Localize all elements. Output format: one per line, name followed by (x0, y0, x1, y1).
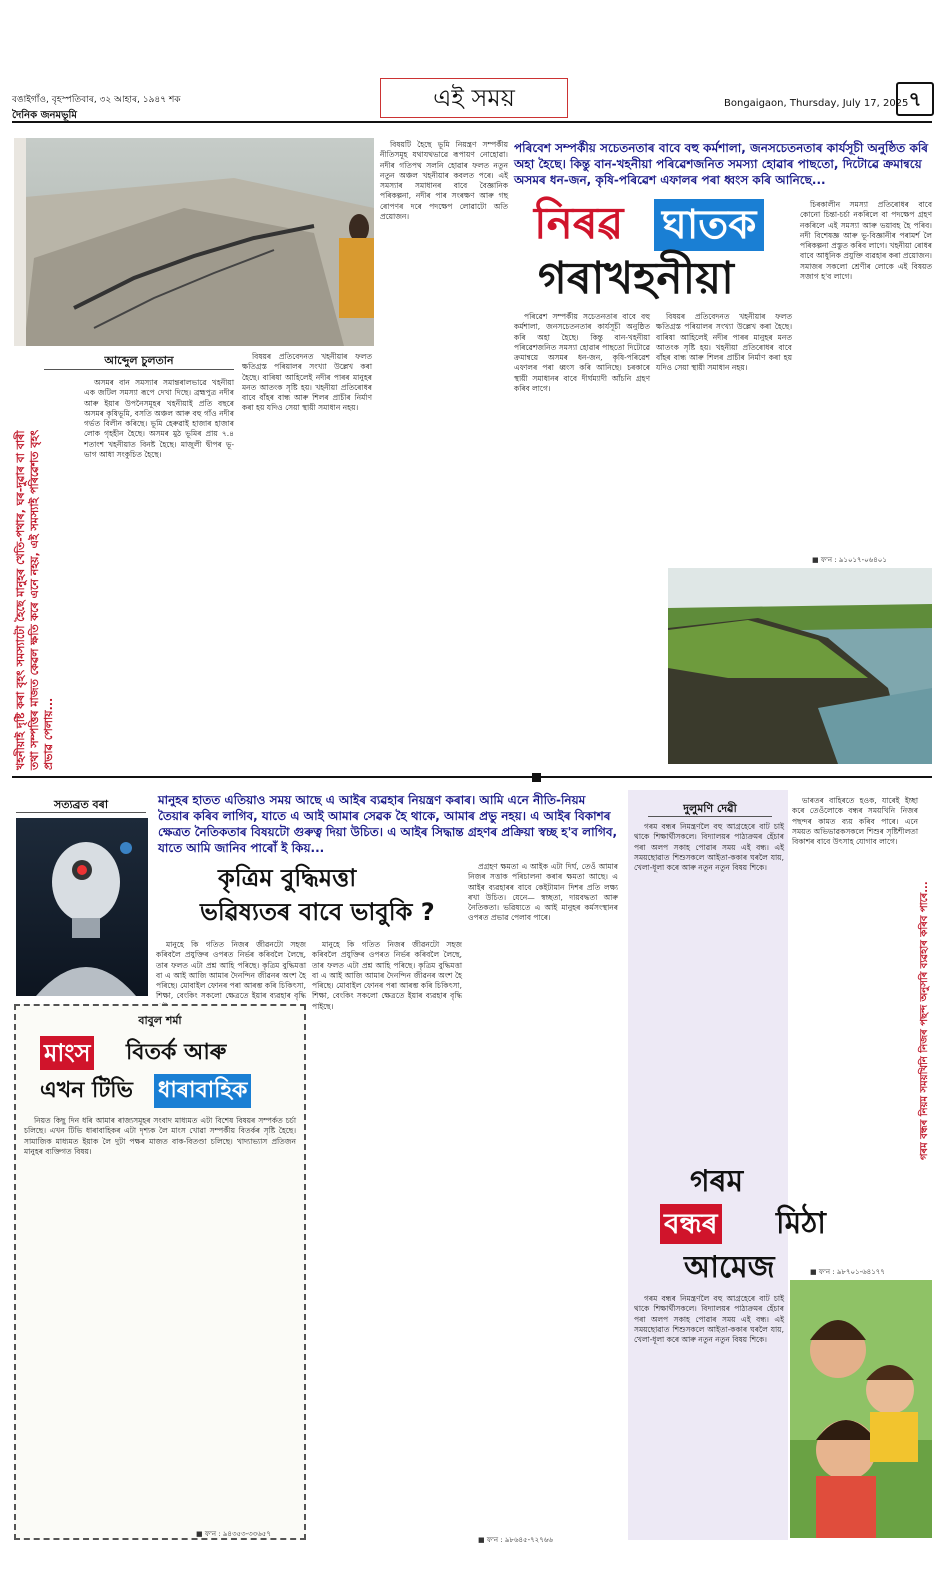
byline-rule (648, 816, 772, 817)
page-number: ৭ (896, 82, 934, 116)
story4-column-a (634, 822, 784, 1160)
story1-column-d (514, 312, 650, 572)
story4-phone: ■ ফ'ন : ৯৮৭০১-৬৪১৭৭ (810, 1268, 885, 1276)
section-rule (12, 776, 932, 778)
masthead-date-english: Bongaigaon, Thursday, July 17, 2025 (724, 98, 909, 109)
story2-lede: মানুহৰ হাতত এতিয়াও সময় আছে এ আইৰ ব্যৱহাৰ নিয়ন্ত্ৰণ কৰাৰ। আমি এনে নীতি-নিয়ম তৈয়াৰ কৰিব লাগিব, যাতে এ আই আমাৰ সেৱক হৈ থাকে, আমাৰ প্ৰভু নহয়। এ আইৰ বিকাশৰ ক্ষেত্ৰত নৈতিকতাৰ বিষয়টো গুৰুত্ব দিয়া উচিত। এ আইৰ সিদ্ধান্ত গ্ৰহণৰ প্ৰক্ৰিয়া স্বচ্ছ হ'ব লাগিব, যাতে আমি জানিব পাৰোঁ ই কিয়... (158, 793, 618, 855)
story4-paragraph: ভাৰতৰ বাহিৰতে হওক, যাৰেই ইচ্ছা কৰে তেওঁলোকে বন্ধৰ সময়খিনি নিজৰ পছন্দৰ কামত ব্যয় কৰিব পাৰে। এনে সময়ত অভিভাৱকসকলে শিশুৰ সৃষ্টিশীলতা বিকাশৰ বাবে উৎসাহ যোগাব লাগে। (792, 796, 918, 847)
story1-column-e (656, 312, 792, 572)
story1-headline-line2: গৰাখহনীয়া (538, 253, 734, 304)
section-rule-marker (532, 773, 541, 782)
story1-phone: ■ ফ'ন : ৯১০১৭-০৬৪০১ (812, 556, 887, 564)
story4-headline-red: বন্ধৰ (660, 1204, 722, 1244)
story4-column-c (634, 1294, 784, 1538)
story1-column-b (242, 352, 372, 770)
story2-headline-line1: কৃত্ৰিম বুদ্ধিমত্তা (218, 864, 357, 892)
story3-headline-row1 (40, 1036, 286, 1072)
children-photo (790, 1280, 932, 1538)
story2-column-a (312, 940, 462, 1532)
story1-paragraph: বিষয়ৰ প্ৰতিবেদনত খহনীয়াৰ ফলত ক্ষতিগ্ৰস্ত পৰিয়ালৰ সংখ্যা উল্লেখ কৰা হৈছে। বাৰিষা আহিলেই নদীৰ পাৰৰ মানুহৰ মনত আতংক সৃষ্টি হয়। খহনীয়া প্ৰতিৰোধৰ বাবে বাঁহৰ বান্ধ আৰু শিলৰ প্ৰাচীৰ নিৰ্মাণ কৰা হয় যদিও সেয়া স্থায়ী সমাধান নহয়। (242, 352, 372, 413)
byline-rule (44, 369, 234, 370)
story3-headline-row2 (40, 1074, 286, 1110)
story1-headline-row1 (534, 197, 798, 253)
story2-column-intro (156, 940, 306, 1000)
story3-paragraph: নিয়ত কিছু দিন ধৰি আমাৰ ৰাজ্যসমূহৰ সংবাদ মাধ্যমত এটা বিশেষ বিষয়ৰ সম্পৰ্কত চৰ্চা চলিছে। এখন টিভি ধাৰাবাহিকৰ এটা দৃশ্যক লৈ মাংস খোৱা সম্পৰ্কীয় বিতৰ্কৰ সৃষ্টি হৈছে। সামাজিক মাধ্যমত ইয়াক লৈ দুটা পক্ষৰ মাজত বাক-বিতণ্ডা চলিছে। খাদ্যাভ্যাস প্ৰতিজন মানুহৰ ব্যক্তিগত বিষয়। (24, 1116, 296, 1156)
story4-paragraph: গৰম বন্ধৰ নিমন্ত্ৰণলৈ বহু আগ্ৰহেৰে বাট চাই থাকে শিক্ষাৰ্থীসকলে। বিদ্যালয়ৰ পাঠ্যক্ৰমৰ হেঁচাৰ পৰা অলপ সকাহ পোৱাৰ সময় এই বন্ধ। এই সময়ছোৱাত শিশুসকলে আইতা-ককাৰ ঘৰলৈ যায়, খেলা-ধূলা কৰে আৰু নতুন নতুন বিষয় শিকে। (634, 1294, 784, 1345)
story1-column-f (800, 200, 932, 550)
story1-headline-box: ঘাতক (654, 199, 764, 251)
story4-headline-line3: আমেজ (684, 1250, 775, 1285)
story3-byline: বাবুল শৰ্মা (138, 1014, 182, 1027)
story3-headline-pre2: এখন টিভি (40, 1078, 133, 1103)
story3-headline-rest1: বিতৰ্ক আৰু (126, 1040, 227, 1065)
story2-paragraph: মানুহে কি গতিত নিজৰ জীৱনটো সহজ কৰিবলৈ প্ৰযুক্তিৰ ওপৰত নিৰ্ভৰ কৰিবলৈ লৈছে, তাৰ ফলত এটা প্ৰশ্ন আহি পৰিছে। কৃত্ৰিম বুদ্ধিমত্তা বা এ আই আজি আমাৰ দৈনন্দিন জীৱনৰ অংশ হৈ পৰিছে। মোবাইল ফোনৰ পৰা আৰম্ভ কৰি চিকিৎসা, শিক্ষা, বেংকিং সকলো ক্ষেত্ৰতে ইয়াৰ ব্যৱহাৰ বৃদ্ধি (156, 940, 306, 1001)
story1-paragraph: বিষয়ৰ প্ৰতিবেদনত খহনীয়াৰ ফলত ক্ষতিগ্ৰস্ত পৰিয়ালৰ সংখ্যা উল্লেখ কৰা হৈছে। বাৰিষা আহিলেই নদীৰ পাৰৰ মানুহৰ মনত আতংক সৃষ্টি হয়। খহনীয়া প্ৰতিৰোধৰ বাবে বাঁহৰ বান্ধ আৰু শিলৰ প্ৰাচীৰ নিৰ্মাণ কৰা হয় যদিও সেয়া স্থায়ী সমাধান নহয়। (656, 312, 792, 373)
byline-rule (16, 812, 146, 813)
story2-column-label: সত্যব্ৰত বৰা (53, 798, 109, 811)
story4-pull-quote: গৰম বন্ধৰ নিয়ম সময়খিনি নিজৰ পছন্দ অনুসৰি ব্যৱহাৰ কৰিব পাৰে... (919, 881, 930, 1160)
story1-paragraph: অসমৰ বান সমস্যাৰ সমান্তৰালভাৱে খহনীয়া এক জটিল সমস্যা ৰূপে দেখা দিছে। ব্ৰহ্মপুত্ৰ নদীৰ আৰু ইয়াৰ উপনৈসমূহৰ খহনীয়াই প্ৰতি বছৰে অসমৰ কৃষিভূমি, বসতি অঞ্চল আৰু বহু গাঁও নদীৰ গৰ্ভত বিলীন কৰিছে। ভূমি হেৰুৱাই হাজাৰ হাজাৰ লোক গৃহহীন হৈছে। অসমৰ মুঠ ভূমিৰ প্ৰায় ৭.৪ শতাংশ খহনীয়াত বিনষ্ট হৈছে। মাজুলী দ্বীপৰ ভূ-ভাগ আধা সংকুচিত হৈছে। (84, 378, 234, 460)
story1-paragraph: বিষয়টি হৈছে ভূমি নিয়ন্ত্ৰণ সম্পৰ্কীয় নীতিসমূহ যথাযথভাৱে ৰূপায়ণ নোহোৱা। নদীৰ গতিপথ সলনি হোৱাৰ ফলত নতুন নতুন অঞ্চল খহনীয়াৰ কবলত পৰে। এই সমস্যাৰ সমাধানৰ বাবে বৈজ্ঞানিক পৰিকল্পনা, নদীৰ পাৰ সংৰক্ষণ আৰু গছ ৰোপণৰ দৰে পদক্ষেপ লোৱাটো অতি প্ৰয়োজন। (380, 140, 508, 222)
story1-column-a (84, 378, 234, 770)
story4-headline-row2 (660, 1204, 904, 1244)
story1-byline: আব্দেুল চুলতান (104, 354, 174, 367)
story2-column-b (468, 862, 618, 1532)
masthead-paper-name: দৈনিক জনমভূমি (12, 110, 77, 121)
story3-phone: ■ ফ'ন : ৯৪৩৫৩-৩৩৬৫৭ (196, 1530, 271, 1538)
story4-byline: দুলুমণি দেৱী (683, 802, 737, 815)
story3-headline-box2: ধাৰাবাহিক (154, 1074, 251, 1108)
story3-headline-box1: মাংস (40, 1036, 94, 1070)
story2-paragraph: প্ৰগ্ৰহণ ক্ষমতা এ আইক এটা দিৰ্ঘ, তেওঁ আমাৰ নিজৰ সত্তাক পৰিচালনা কৰাৰ ক্ষমতা আছে। এ আইৰ ব্যৱহাৰৰ বাবে কেইটামান দিশৰ প্ৰতি লক্ষ্য ৰখা উচিত। যেনে— স্বচ্ছতা, দায়বদ্ধতা আৰু নৈতিকতা। ভৱিষ্যতে এ আই মানুহৰ কৰ্মসংস্থানৰ ওপৰত প্ৰভাৱ পেলাব পাৰে। (468, 862, 618, 923)
story3-column-a (24, 1116, 296, 1528)
story1-headline-red: নিৰৱ (534, 198, 624, 249)
masthead-date-local: বঙাইগাঁও, বৃহস্পতিবাৰ, ৩২ আহাৰ, ১৯৪৭ শক (12, 95, 181, 105)
story4-paragraph: গৰম বন্ধৰ নিমন্ত্ৰণলৈ বহু আগ্ৰহেৰে বাট চাই থাকে শিক্ষাৰ্থীসকলে। বিদ্যালয়ৰ পাঠ্যক্ৰমৰ হেঁচাৰ পৰা অলপ সকাহ পোৱাৰ সময় এই বন্ধ। এই সময়ছোৱাত শিশুসকলে আইতা-ককাৰ ঘৰলৈ যায়, খেলা-ধূলা কৰে আৰু নতুন নতুন বিষয় শিকে। (634, 822, 784, 873)
story1-column-c (380, 140, 508, 770)
story2-headline-line2: ভৱিষ্যতৰ বাবে ভাবুকি ? (200, 898, 435, 926)
story1-paragraph: পৰিৱেশ সম্পৰ্কীয় সচেতনতাৰ বাবে বহু কৰ্মশালা, জনসচেতনতাৰ কাৰ্যসূচী অনুষ্ঠিত কৰি অহা হৈছে। কিন্তু বান-খহনীয়া পৰিৱেশজনিত সমস্যা হোৱাৰ পাছতো দিটোৱে ক্ৰমান্বয়ে অসমৰ ধন-জন, কৃষি-পৰিৱেশ এফালৰ পৰা ধ্বংস কৰি আনিছে। চৰকাৰে স্থায়ী সমাধানৰ বাবে দীৰ্ঘম্যাদী আঁচনি গ্ৰহণ কৰিব লাগে। (514, 312, 650, 394)
story1-paragraph: চিৰকালীন সমস্যা প্ৰতিৰোধৰ বাবে কোনো চিন্তা-চৰ্চা নকৰিলে বা পদক্ষেপ গ্ৰহণ নকৰিলে এই সমস্যা আৰু ভয়াবহ হৈ পৰিব। নদী বিশেষজ্ঞ আৰু ভূ-বিজ্ঞানীৰ পৰামৰ্শ লৈ পৰিকল্পনা প্ৰস্তুত কৰিব লাগে। খহনীয়া ৰোধৰ বাবে আধুনিক প্ৰযুক্তি ব্যৱহাৰ কৰা প্ৰয়োজন। সমাজৰ সকলো শ্ৰেণীৰ লোকে এই বিষয়ত সজাগ হ'ব লাগে। (800, 200, 932, 282)
story2-paragraph: মানুহে কি গতিত নিজৰ জীৱনটো সহজ কৰিবলৈ প্ৰযুক্তিৰ ওপৰত নিৰ্ভৰ কৰিবলৈ লৈছে, তাৰ ফলত এটা প্ৰশ্ন আহি পৰিছে। কৃত্ৰিম বুদ্ধিমত্তা বা এ আই আজি আমাৰ দৈনন্দিন জীৱনৰ অংশ হৈ পৰিছে। মোবাইল ফোনৰ পৰা আৰম্ভ কৰি চিকিৎসা, শিক্ষা, বেংকিং সকলো ক্ষেত্ৰতে ইয়াৰ ব্যৱহাৰ বৃদ্ধি পাইছে। (312, 940, 462, 1011)
story4-headline-rest: মিঠা (776, 1206, 826, 1241)
story4-column-b (792, 796, 918, 1266)
story4-headline-line1: গৰম (690, 1164, 744, 1199)
story1-pull-quote: খহনীয়াই দৃষ্টি কৰা বৃহৎ সমস্যাটো হৈছে মানুহৰ খেতি-পথাৰ, ঘৰ-দুৱাৰ বা বাৰী তথা সম্পত্তিৰ মাজত কেৱল ক্ষতি কৰে এনে নহয়, এই সমস্যাই পৰিৱেশত বৃহৎ প্ৰভাৱ পেলায়... (14, 429, 55, 770)
erosion-photo-2 (668, 568, 932, 764)
section-title: এই সময় (380, 78, 568, 118)
erosion-photo-1 (14, 138, 374, 346)
story2-phone: ■ ফ'ন : ৯৮৬৪৫-৭২৭৬৬ (478, 1536, 553, 1544)
robot-image (16, 818, 148, 996)
story1-lede: পৰিবেশ সম্পৰ্কীয় সচেতনতাৰ বাবে বহু কৰ্মশালা, জনসচেতনতাৰ কাৰ্যসূচী অনুষ্ঠিত কৰি অহা হৈছে। কিন্তু বান-খহনীয়া পৰিৱেশজনিত সমস্যা হোৱাৰ পাছতো, দিটোৱে ক্ৰমান্বয়ে অসমৰ ধন-জন, কৃষি-পৰিৱেশ এফালৰ পৰা ধ্বংস কৰি আনিছে... (514, 141, 929, 187)
masthead-rule (12, 121, 932, 123)
